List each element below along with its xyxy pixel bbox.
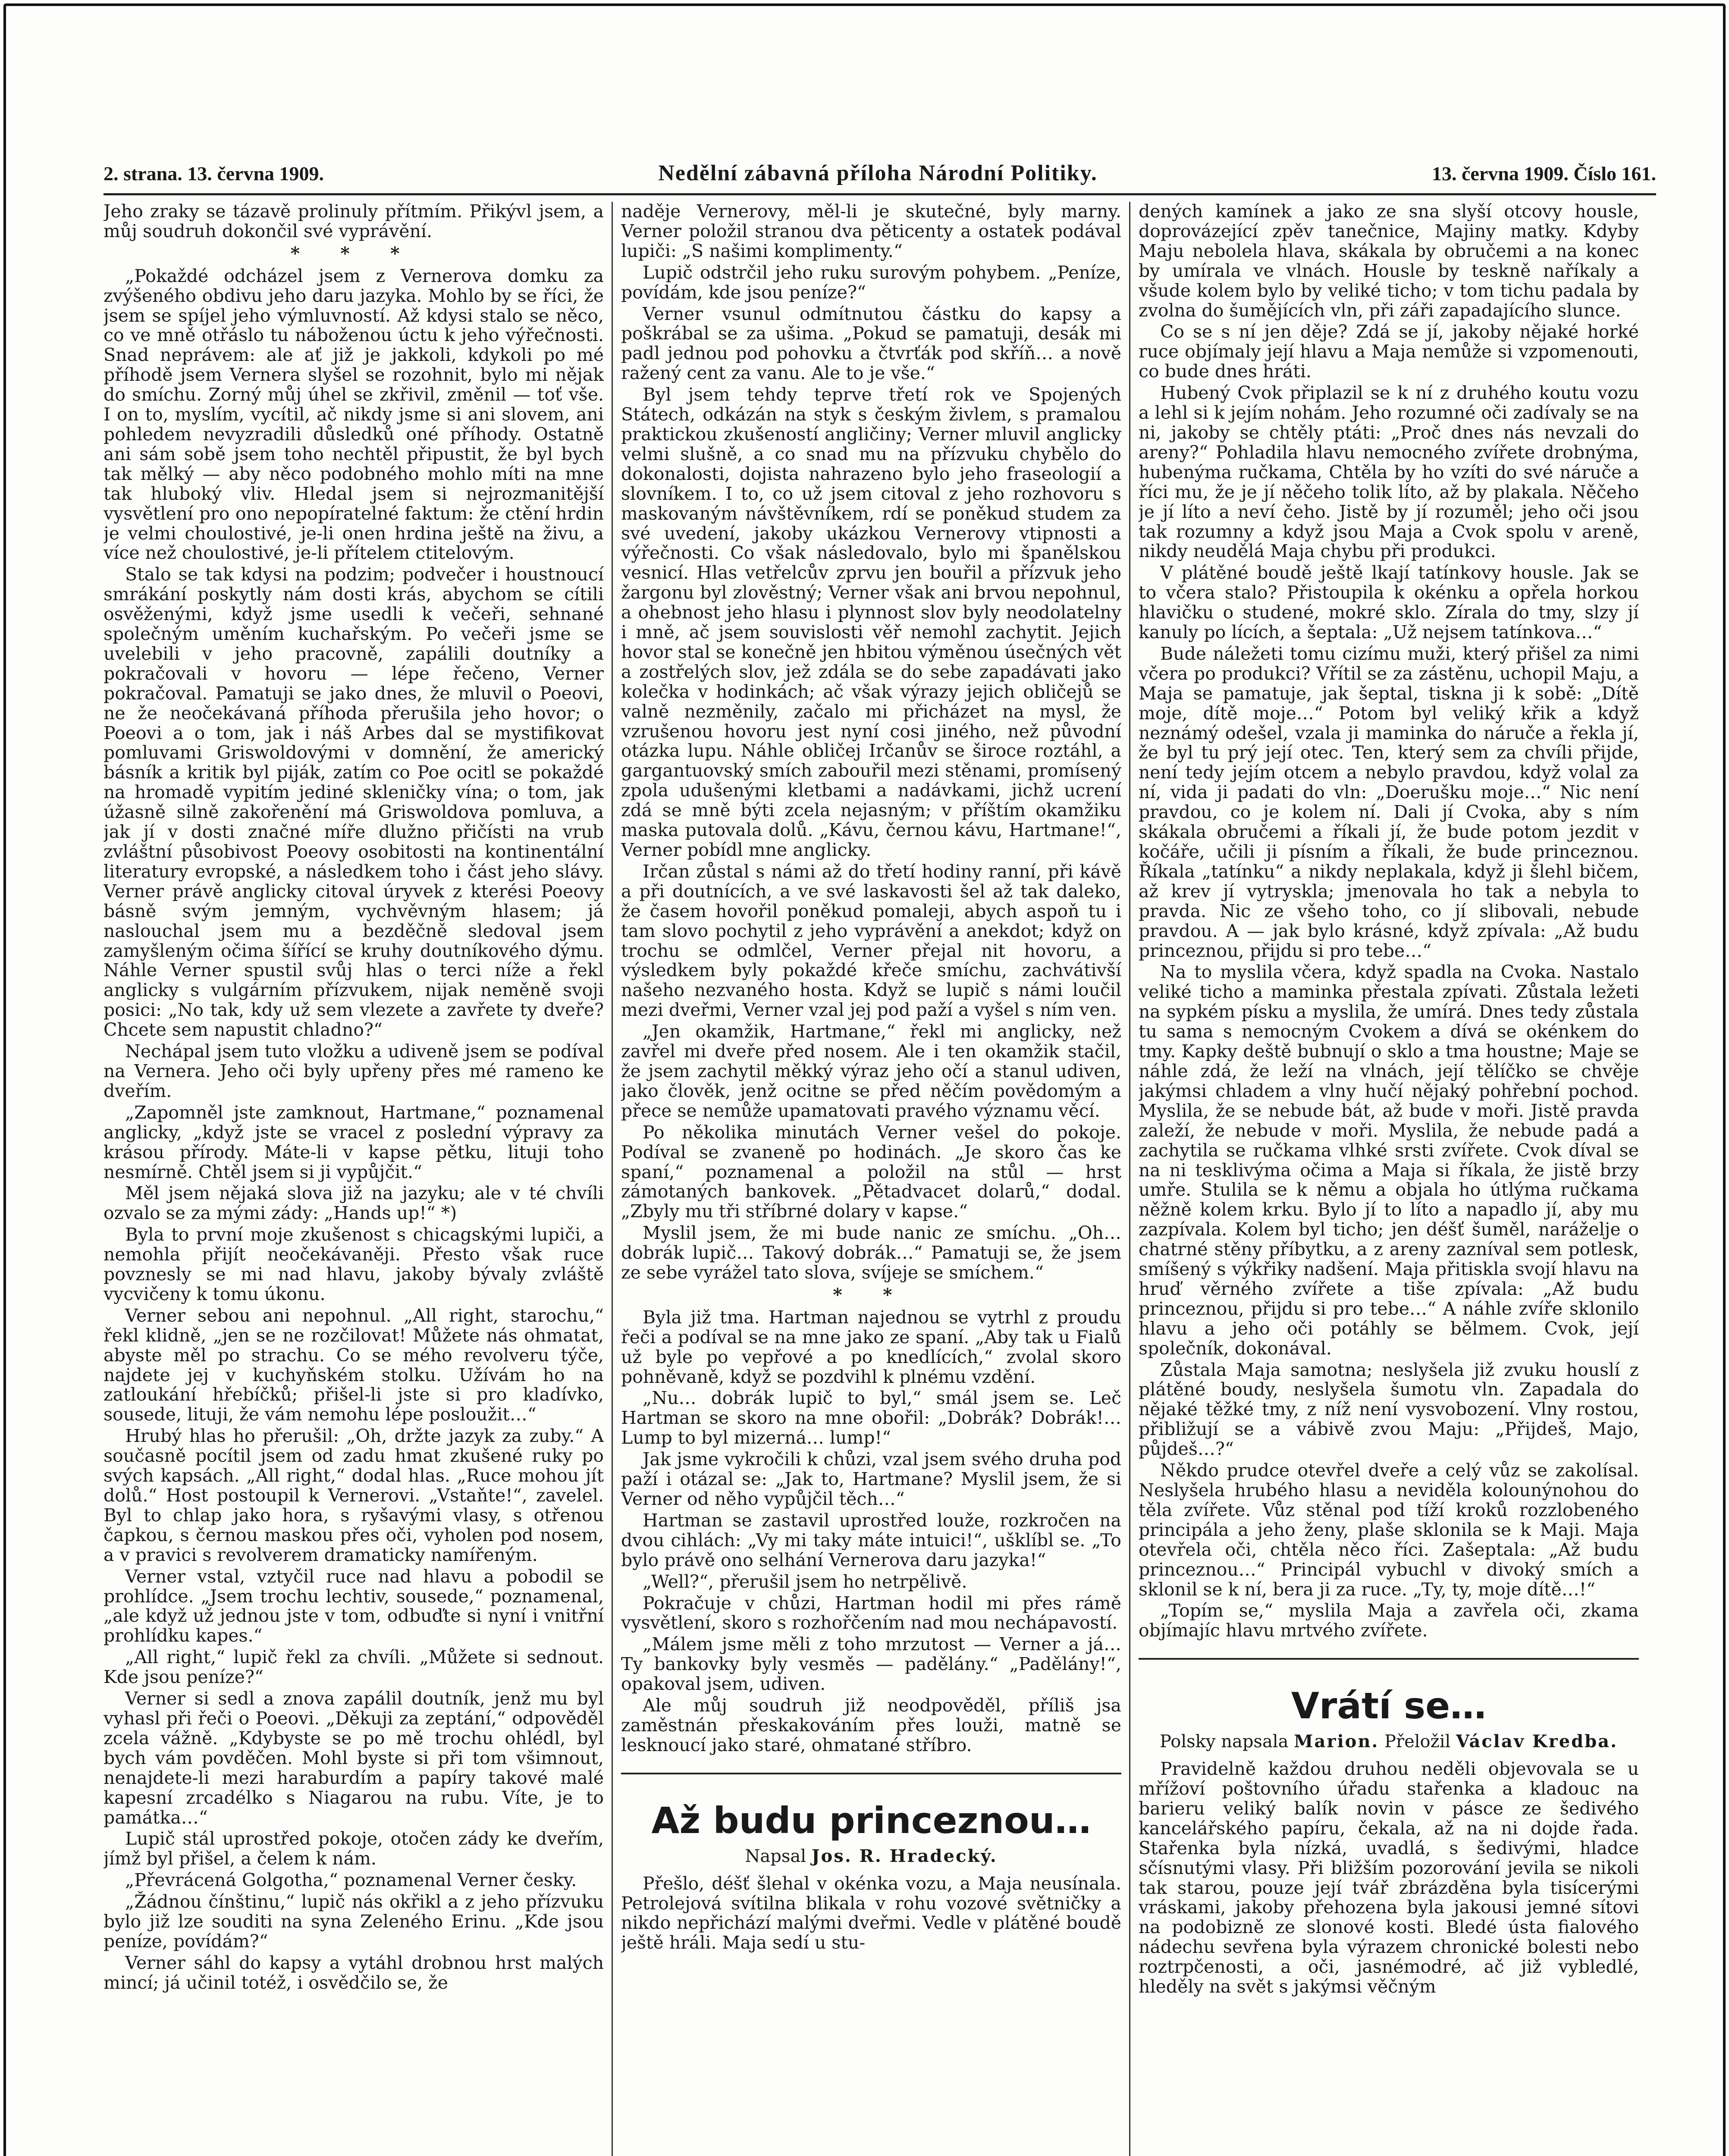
paragraph: Byla již tma. Hartman najednou se vytrhl z proudu řeči a podíval se na mne jako ze spaní. „Aby tak u Fialů už byle po vepřové a po knedlících,“ zvolal skoro pohněvaně, když se pozdvihl k plnému vzdění.	[621, 1307, 1121, 1387]
paragraph: Lupič odstrčil jeho ruku surovým pohybem. „Peníze, povídám, kde jsou peníze?“	[621, 262, 1121, 303]
story-separator	[621, 1773, 1121, 1774]
paragraph: Co se s ní jen děje? Zdá se jí, jakoby nějaké horké ruce objímaly její hlavu a Maja nemůže si vzpomenouti, co bude dnes hráti.	[1139, 321, 1639, 382]
paragraph: Někdo prudce otevřel dveře a celý vůz se zakolísal. Neslyšela hrubého hlasu a neviděla kolounýnohou do těla zvířete. Vůz stěnal pod tíží kroků rozzlobeného principála a jeho ženy, plaše sklonila se k Maji. Maja otevřela oči, chtěla něco říci. Zašeptala: „Až budu princeznou…“ Principál vybuchl v divoký smích a sklonil se k ní, bera ji za ruce. „Ty, ty, moje dítě…!“	[1139, 1460, 1639, 1600]
section-stars: * *	[833, 1284, 910, 1305]
paragraph: Jak jsme vykročili k chůzi, vzal jsem svého druha pod paží i otázal se: „Jak to, Hartmane? Myslil jsem, že si Verner od něho vypůjčil těch…“	[621, 1449, 1121, 1509]
paragraph: Přešlo, déšť šlehal v okénka vozu, a Maja neusínala. Petrolejová svítilna blikala v rohu vozové světničky a nikdo nepřichází malými dveřmi. Vedle v plátěné boudě ještě hráli. Maja sedí u stu-	[621, 1873, 1121, 1953]
paragraph: „Zapomněl jste zamknout, Hartmane,“ poznamenal anglicky, „když jste se vracel z poslední výpravy za krásou přírody. Máte-li v kapse pětku, lituji toho nesmírně. Chtěl jsem si ji vypůjčit.“	[104, 1102, 604, 1182]
paragraph: Zůstala Maja samotna; neslyšela již zvuku houslí z plátěné boudy, neslyšela šumotu vln. Zapadala do nějaké těžké tmy, z níž není vysvobození. Vlny rostou, přibližují se a vábivě zvou Maju: „Přijdeš, Majo, půjdeš…?“	[1139, 1359, 1639, 1460]
byline-prefix: Polsky napsala	[1159, 1732, 1289, 1752]
header-title: Nedělní zábavná příloha Národní Politiky.	[658, 161, 1098, 185]
byline-translator-prefix: Přeložil	[1384, 1732, 1451, 1752]
paragraph: „Well?“, přerušil jsem ho netrpělivě.	[643, 1571, 967, 1592]
paragraph: Hartman se zastavil uprostřed louže, rozkročen na dvou cihlách: „Vy mi taky máte intuici!“, ušklíbl se. „To bylo právě ono selhání Vernerova daru jazyka!“	[621, 1510, 1121, 1570]
paragraph: Pokračuje v chůzi, Hartman hodil mi přes rámě vysvětlení, skoro s rozhořčením nad mou nechápavostí.	[621, 1592, 1121, 1633]
byline-prefix: Napsal	[745, 1846, 806, 1866]
paragraph: Verner sebou ani nepohnul. „All right, starochu,“ řekl klidně, „jen se ne rozčilovat! Můžete nás ohmatat, abyste měl po strachu. Co se mého revolveru týče, najdete jej v kuchyňském stolku. Užívám ho na zatloukání hřebíčků; přišel-li jste si pro kladívko, sousede, lituji, že vám nemohu lépe posloužit…“	[104, 1305, 604, 1425]
story-title: Vrátí se…	[1291, 1685, 1487, 1727]
paragraph: „Topím se,“ myslila Maja a zavřela oči, zkama objímajíc hlavu mrtvého zvířete.	[1139, 1600, 1639, 1641]
paragraph: Verner si sedl a znova zapálil doutník, jenž mu byl vyhasl při řeči o Poeovi. „Děkuji za zeptání,“ odpověděl zcela vážně. „Kdybyste se po mě trochu ohlédl, byl bych vám povděčen. Mohl byste si při tom všimnout, nenajdete-li mezi haraburdím a papíry takové malé kapesní zrcadélko s Niagarou na rubu. Víte, je to památka…“	[104, 1688, 604, 1828]
paragraph: Pravidelně každou druhou neděli objevovala se u mřížoví poštovního úřadu stařenka a kladouc na barieru veliký balík novin v pásce ze šedivého kancelářského papíru, čekala, až na ni dojde řada. Stařenka byla nízká, uvadlá, s šedivými, hladce sčísnutými vlasy. Při bližším pozorování jevila se nikoli tak starou, pouze její tvář zbrázděna byla tisícerými vráskami, jakoby přehozena byla jakousi jemné sítovi na podobizně ze slonové kosti. Bledé ústa fialového nádechu sevřena byla výrazem chronické bolesti nebo roztrpčenosti, a oči, jasnémodré, ač již vybledlé, hleděly na svět s jakýmsi věčným	[1139, 1758, 1639, 1997]
paragraph: Irčan zůstal s námi až do třetí hodiny ranní, při kávě a při doutnících, a ve své laskavosti šel až tak daleko, že časem hovořil poněkud pomaleji, abych aspoň tu i tam slovo pochytil z jeho vyprávění a anekdot; když on trochu se odmlčel, Verner přejal nit hovoru, a výsledkem byly pokaždé křeče smíchu, zachvátivší našeho nezvaného hosta. Když se lupič s námi loučil mezi dveřmi, Verner vzal jej pod paží a vyšel s ním ven.	[621, 861, 1121, 1021]
paragraph: naděje Vernerovy, měl-li je skutečné, byly marny. Verner položil stranou dva pěticenty a ostatek podával lupiči: „S našimi komplimenty.“	[621, 202, 1121, 261]
story-byline	[621, 1847, 1121, 1866]
column-2	[621, 202, 1121, 2156]
column-1	[104, 202, 604, 2156]
paragraph: „All right,“ lupič řekl za chvíli. „Můžete si sednout. Kde jsou peníze?“	[104, 1647, 604, 1688]
paragraph: V plátěné boudě ještě lkají tatínkovy housle. Jak se to včera stalo? Přistoupila k okénku a opřela horkou hlavičku o studené, mokré sklo. Zírala do tmy, slzy jí kanuly po lících, a šeptala: „Už nejsem tatínkova…“	[1139, 562, 1639, 643]
paragraph: „Pokaždé odcházel jsem z Vernerova domku za zvýšeného obdivu jeho daru jazyka. Mohlo by se říci, že jsem se spíjel jeho výmluvností. Až kdysi stalo se něco, co ve mně otřáslo tu náboženou úctu k jeho výřečnosti. Snad neprávem: ale ať již je jakkoli, kdykoli po mé příhodě jsem Vernera slyšel se rozohnit, bylo mi nějak do smíchu. Zorný můj úhel se zkřivil, změnil — toť vše. I on to, myslím, vycítil, ač nikdy jsme si ani slovem, ani pohledem nevyzradili důsledků oné příhody. Ostatně ani sám sobě jsem toho nechtěl připustit, že byl bych tak mělký — aby něco podobného mohlo míti na mne tak hluboký vliv. Hledal jsem si nejrozmanitější vysvětlení pro ono nepopíratelné faktum: že ctění hrdin je velmi choulostivé, je-li onen hrdina ještě na živu, a více než choulostivé, je-li přítelem ctitelovým.	[104, 265, 604, 564]
story-title: Až budu princeznou…	[651, 1799, 1091, 1842]
page-header	[104, 160, 1656, 191]
paragraph: Byl jsem tehdy teprve třetí rok ve Spojených Státech, odkázán na styk s českým živlem, s pramalou praktickou zkušeností angličiny; Verner mluvil anglicky velmi slušně, a co snad mu na přízvuku chybělo do dokonalosti, dojista nahrazeno bylo jeho fraseologií a slovníkem. I to, co už jsem citoval z jeho rozhovoru s maskovaným návštěvníkem, rdí se poněkud studem za své uvedení, jakoby ukázkou Vernerovy vtipnosti a výřečnosti. Co však následovalo, bylo mi španělskou vesnicí. Hlas vetřelcův zprvu jen bouřil a přízvuk jeho žargonu byl zlověstný; Verner však ani brvou nepohnul, a ohebnost jeho hlasu i plynnost slov byly neodolatelny i mně, ač jsem souvislosti věř nemohl zachytit. Jejich hovor stal se konečně jen hbitou výměnou úsečných vět a zostřelých slov, jež zdála se do sebe zapadávati jako kolečka v hodinkách; ač však výrazy jejich obličejů se valně nezměnily, začalo mi přicházet na mysl, že vzrušenou hovoru jest nyní cosi jiného, než původní otázka lupu. Náhle obličej Irčanův se široce roztáhl, a gargantuovský smích zabouřil mezi stěnami, promísený zpola udušenými kletbami a nadávkami, jichž ucrení zdá se mně býti zcela nejasným; v příštím okamžiku maska putovala dolů. „Kávu, černou kávu, Hartmane!“, Verner pobídl mne anglicky.	[621, 384, 1121, 860]
paragraph: Verner sáhl do kapsy a vytáhl drobnou hrst malých mincí; já učinil totéž, i osvědčilo se, že	[104, 1952, 604, 1993]
paragraph: Lupič stál uprostřed pokoje, otočen zády ke dveřím, jímž byl přišel, a čelem k nám.	[104, 1828, 604, 1869]
header-left: 2. strana. 13. června 1909.	[104, 163, 324, 185]
paragraph: Ale můj soudruh již neodpověděl, příliš jsa zaměstnán přeskakováním přes louži, matně se lesknoucí jako staré, ohmatané stříbro.	[621, 1695, 1121, 1755]
header-rule	[104, 193, 1656, 195]
paragraph: „Převrácená Golgotha,“ poznamenal Verner česky.	[125, 1870, 577, 1891]
paragraph: Verner vsunul odmítnutou částku do kapsy a poškrábal se za ušima. „Pokud se pamatuji, desák mi padl jednou pod pohovku a čtvrťák pod skříň… a nově ražený cent za vanu. Ale to je vše.“	[621, 303, 1121, 384]
paragraph: Stalo se tak kdysi na podzim; podvečer i houstnoucí smrákání poskytly nám dosti krás, abychom se cítili osvěženými, když jsme usedli k večeři, sehnané společným uměním kuchařským. Po večeři jsme se uvelebili v jeho pracovně, zapálili doutníky a pokračovali v hovoru — lépe řečeno, Verner pokračoval. Pamatuji se jako dnes, že mluvil o Poeovi, ne že neočekávaná příhoda přerušila jeho hovor; o Poeovi a o tom, jak i náš Arbes dal se mystifikovat pomluvami Griswoldovými v domnění, že americký básník a kritik byl piják, zatím co Poe ocitl se pokaždé na hromadě vypitím jediné skleničky vína; o tom, jak úžasně silně zakořenění má Griswoldova pomluva, a jak jí v dosti značné míře dlužno přičísti na vrub zvláštní působivost Poeovy osobitosti na kontinentální literatury evropské, a následkem toho i část jeho slávy. Verner právě anglicky citoval úryvek z kterési Poeovy básně svým jemným, vychvěvným hlasem; já naslouchal jsem mu a bezděčně sledoval jsem zamyšleným očima šířící se kruhy doutníkového dýmu. Náhle Verner spustil svůj hlas o terci níže a řekl anglicky s vulgárním přízvukem, nijak neměně svoji posici: „No tak, kdy už sem vlezete a zavřete ty dveře? Chcete sem napustit chladno?“	[104, 564, 604, 1040]
paragraph: „Žádnou čínštinu,“ lupič nás okřikl a z jeho přízvuku bylo již lze souditi na syna Zeleného Erinu. „Kde jsou peníze, povídám?“	[104, 1891, 604, 1952]
paragraph: Hubený Cvok připlazil se k ní z druhého koutu vozu a lehl si k jejím nohám. Jeho rozumné oči zadívaly se na ni, jakoby se chtěly ptáti: „Proč dnes nás nevzali do areny?“ Pohladila hlavu nemocného zvířete drobnýma, hubenýma ručkama, Chtěla by ho vzíti do své náruče a říci mu, že je jí něčeho tolik líto, až by plakala. Něčeho je jí líto a neví čeho. Jistě by jí rozuměl; jeho oči jsou tak rozumny a když jsou Maja a Cvok spolu v areně, nikdy neudělá Maja chybu při produkci.	[1139, 382, 1639, 562]
story-byline	[1139, 1732, 1639, 1752]
paragraph: Hrubý hlas ho přerušil: „Oh, držte jazyk za zuby.“ A současně pocítil jsem od zadu hmat zkušené ruky po svých kapsách. „All right,“ dodal hlas. „Ruce mohou jít dolů.“ Host postoupil k Vernerovi. „Vstaňte!“, zavelel. Byl to chlap jako hora, s ryšavými vlasy, s otřenou čapkou, s černou maskou přes oči, vyholen pod nosem, a v pravici s revolverem dramaticky namířeným.	[104, 1426, 604, 1565]
section-stars: * * *	[290, 243, 417, 264]
paragraph: Verner vstal, vztyčil ruce nad hlavu a pobodil se prohlídce. „Jsem trochu lechtiv, sousede,“ poznamenal, „ale když už jednou jste v tom, odbuďte si nyní i vnitřní prohlídku kapes.“	[104, 1566, 604, 1646]
paragraph: Nechápal jsem tuto vložku a udiveně jsem se podíval na Vernera. Jeho oči byly upřeny přes mé rameno ke dveřím.	[104, 1041, 604, 1101]
column-divider	[612, 202, 613, 2156]
byline-translator: Václav Kredba.	[1456, 1731, 1618, 1752]
paragraph: Byla to první moje zkušenost s chicagskými lupiči, a nemohla přijít neočekávaněji. Přesto však ruce povznesly se mi nad hlavu, jakoby bývaly zvláště vycvičeny k tomu úkonu.	[104, 1224, 604, 1304]
header-right: 13. června 1909. Číslo 161.	[1431, 163, 1656, 185]
paragraph: Myslil jsem, že mi bude nanic ze smíchu. „Oh… dobrák lupič… Takový dobrák…“ Pamatuji se, že jsem ze sebe vyrážel tato slova, svíjeje se smíchem.“	[621, 1222, 1121, 1283]
paragraph: „Málem jsme měli z toho mrzutost — Verner a já… Ty bankovky byly vesměs — padělány.“ „Padělány!“, opakoval jsem, udiven.	[621, 1634, 1121, 1695]
paragraph: „Jen okamžik, Hartmane,“ řekl mi anglicky, než zavřel mi dveře před nosem. Ale i ten okamžik stačil, že jsem zachytil měkký výraz jeho očí a stanul udiven, jako člověk, jenž ocitne se před něčím povědomým a přece se nemůže upamatovati pravého významu věcí.	[621, 1021, 1121, 1121]
byline-author: Jos. R. Hradecký.	[811, 1846, 998, 1866]
paragraph: Měl jsem nějaká slova již na jazyku; ale v té chvíli ozvalo se za mými zády: „Hands up!“ *)	[104, 1183, 604, 1224]
column-divider	[1129, 202, 1130, 2156]
column-3	[1139, 202, 1639, 2156]
paragraph: „Nu… dobrák lupič to byl,“ smál jsem se. Leč Hartman se skoro na mne obořil: „Dobrák? Dobrák!… Lump to byl mizerná… lump!“	[621, 1388, 1121, 1448]
byline-author: Marion.	[1294, 1731, 1379, 1752]
story-separator	[1139, 1658, 1639, 1660]
paragraph: Bude náležeti tomu cizímu muži, který přišel za nimi včera po produkci? Vřítil se za zástěnu, uchopil Maju, a Maja se pamatuje, jak šeptal, tiskna ji k sobě: „Dítě moje, dítě moje…“ Potom byl veliký křik a když neznámý odešel, vzala ji maminka do náruče a řekla jí, že byl tu prý její otec. Ten, který sem za chvíli přijde, není tedy jejím otcem a nebylo pravdou, když volal za ní, vida ji padati do vln: „Doerušku moje…“ Nic není pravdou, co je kolem ní. Dali jí Cvoka, aby s ním skákala obručemi a říkali jí, že bude potom jezdit v kočáře, učili ji písním a říkali, že bude princeznou. Říkala „tatínku“ a nikdy neplakala, když ji šlehl bičem, až krev jí vytryskla; jmenovala ho tak a nebyla to pravda. Nic ze všeho toho, co jí slibovali, nebude pravdou. A — jak bylo krásné, když zpívala: „Až budu princeznou, přijdu si pro tebe…“	[1139, 643, 1639, 961]
paragraph: Na to myslila včera, když spadla na Cvoka. Nastalo veliké ticho a maminka přestala zpívati. Zůstala ležeti na sypkém písku a myslila, že umírá. Dnes tedy zůstala tu sama s nemocným Cvokem a dívá se okénkem do tmy. Kapky deště bubnují o sklo a tma houstne; Maje se náhle zdá, že leží na vlnách, její tělíčko se chvěje jakýmsi chladem a vlny hučí nějaký pohřební pochod. Myslila, že se nebude bát, až bude v moři. Jistě pravda zaleží, že nebude v moři. Myslila, že nebude padá a zachytila se ručkama vlhké srsti zvířete. Cvok díval se na ni tesklivýma očima a Maja si říkala, že jistě brzy umře. Stulila se k němu a objala ho útlýma ručkama něžně kolem krku. Bylo jí to líto a napadlo jí, aby mu zazpívala. Kolem byl ticho; jen déšť šuměl, naráželje o chatrné stěny příbytku, a z areny zazníval sem potlesk, smíšený s výkřiky nadšení. Maja přitiskla svojí hlavu na hruď věrného zvířete a tiše zpívala: „Až budu princeznou, přijdu si pro tebe…“ A náhle zvíře sklonilo hlavu a jeho oči potáhly se bělmem. Cvok, její společník, dokonával.	[1139, 962, 1639, 1359]
paragraph: Po několika minutách Verner vešel do pokoje. Podíval se zvaneně po hodinách. „Je skoro čas ke spaní,“ poznamenal a položil na stůl — hrst zámotaných bankovek. „Pětadvacet dolarů,“ dodal. „Zbyly mu tři stříbrné dolary v kapse.“	[621, 1122, 1121, 1222]
paragraph: dených kamínek a jako ze sna slyší otcovy housle, doprovázející zpěv tanečnice, Majiny matky. Kdyby Maju nebolela hlava, skákala by obručemi a na konec by umírala ve vlnách. Housle by teskně naříkaly a všude kolem bylo by veliké ticho; v tom tichu padala by zvolna do šumějících vln, při záři zapadajícího slunce.	[1139, 202, 1639, 321]
paragraph: Jeho zraky se tázavě prolinuly přítmím. Přikývl jsem, a můj soudruh dokončil své vyprávění.	[104, 202, 604, 241]
